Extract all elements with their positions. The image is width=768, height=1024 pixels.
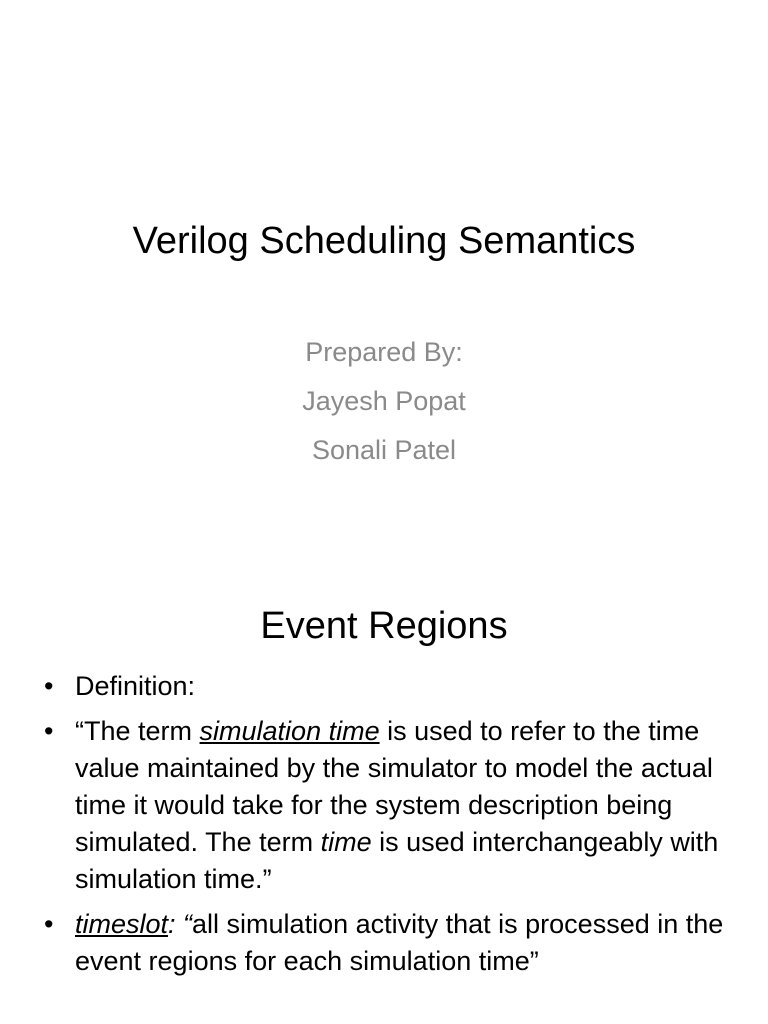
bullet-text: Definition: [75, 671, 196, 701]
bullet-text-open: “The term [75, 716, 200, 746]
subtitle-line-author-1: Jayesh Popat [302, 386, 466, 416]
bullet-item-simulation-time [44, 713, 724, 898]
subtitle-line-prepared-by: Prepared By: [305, 337, 463, 367]
bullet-icon: • [44, 716, 54, 746]
term-simulation-time: simulation time [199, 716, 380, 746]
bullet-icon: • [44, 671, 54, 701]
event-regions-slide [0, 576, 768, 1024]
bullet-list [44, 668, 724, 988]
bullet-icon: • [44, 909, 54, 939]
subtitle-line-author-2: Sonali Patel [311, 435, 457, 465]
term-timeslot: timeslot [75, 909, 169, 939]
term-time: time [320, 827, 372, 857]
bullet-text-end: is used interchangeably with simulation time.” [75, 827, 719, 894]
slide-title: Verilog Scheduling Semantics [132, 220, 636, 262]
slide-title: Event Regions [260, 605, 508, 647]
bullet-text-middle: is used to refer to the time value maintained by the simulator to model the actual time it would take for the system description being simulated. The term [75, 716, 713, 857]
bullet-item-definition [44, 668, 724, 705]
slide-subtitle [0, 330, 768, 477]
bullet-colon-quote: : “ [168, 909, 193, 939]
bullet-item-timeslot [44, 906, 724, 980]
bullet-text: all simulation activity that is processed in the event regions for each simulation time” [75, 909, 724, 976]
